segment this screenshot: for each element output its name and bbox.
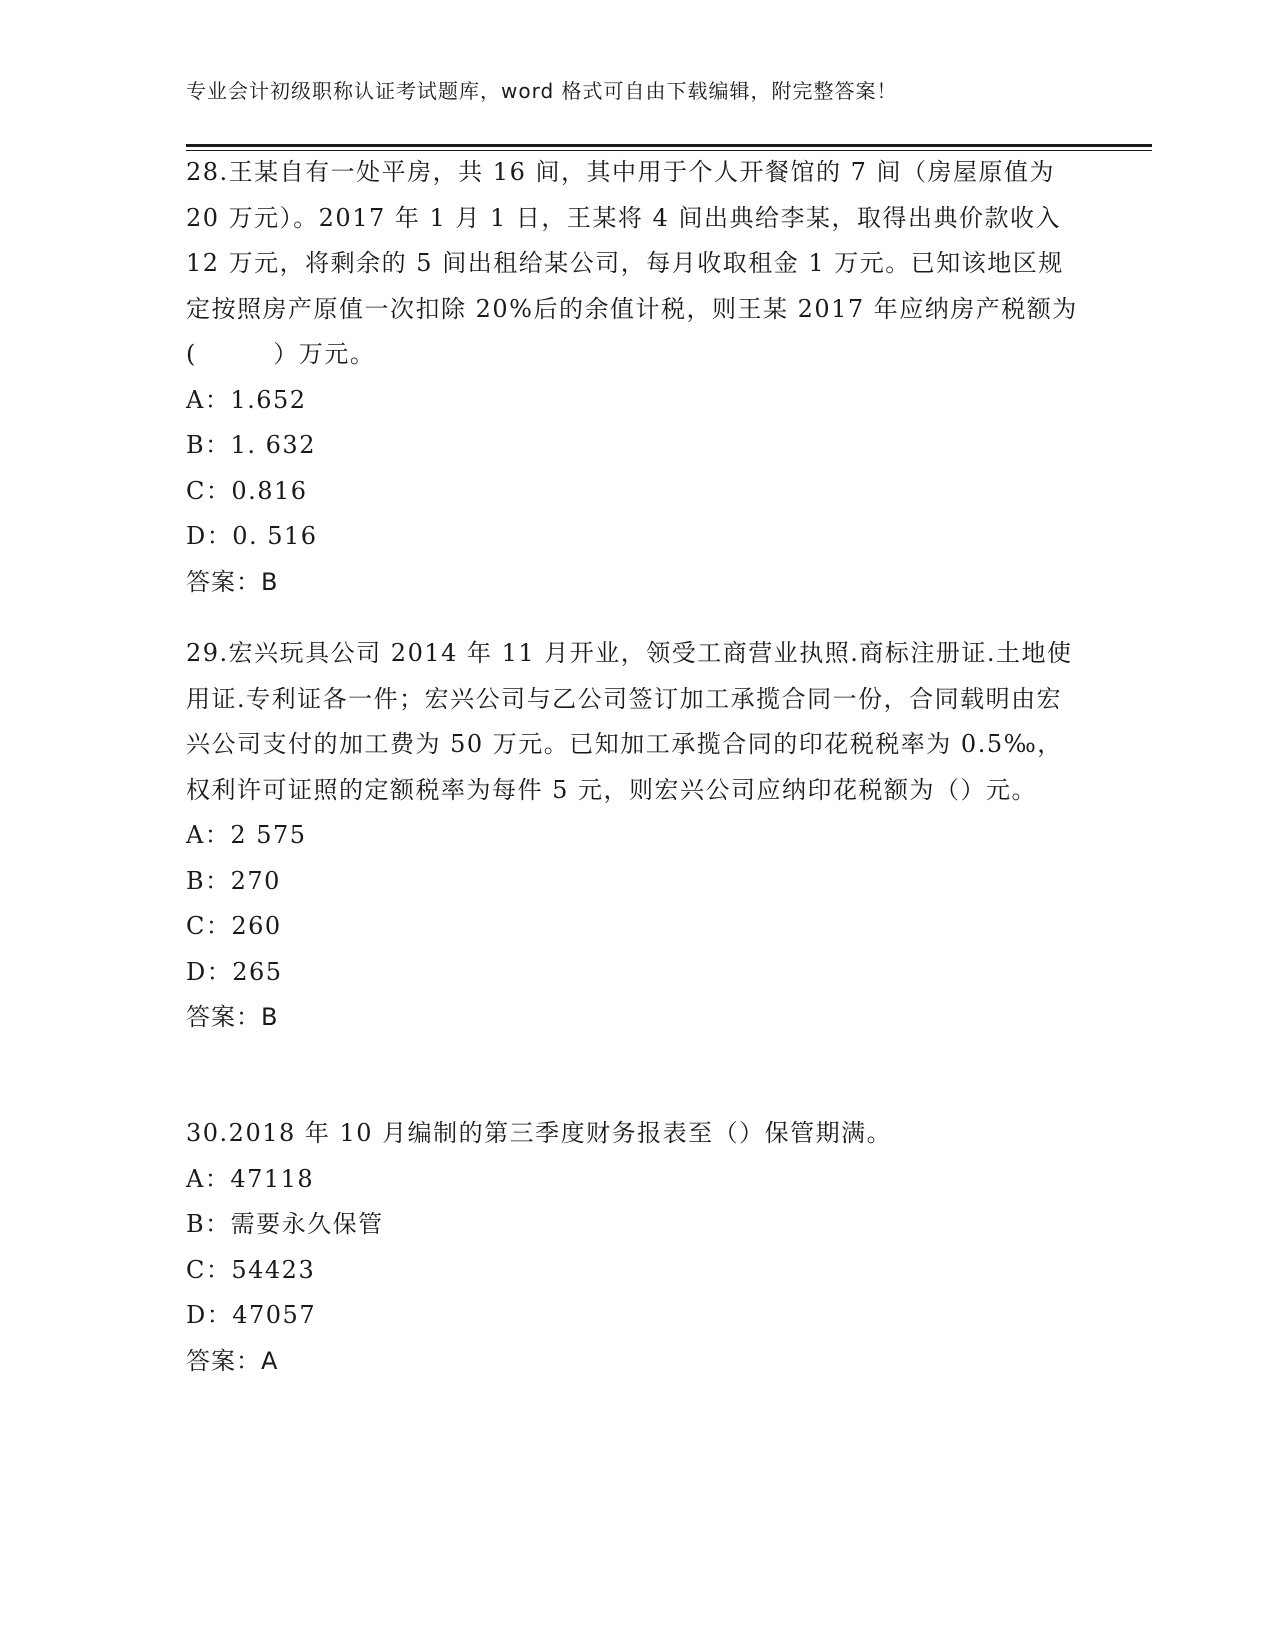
option-d: D：0. 516	[186, 522, 318, 550]
option-c: C：260	[186, 912, 282, 940]
question-30	[186, 1111, 1086, 1384]
question-stem: 28.王某自有一处平房，共 16 间，其中用于个人开餐馆的 7 间（房屋原值为 20 万元）。2017 年 1 月 1 日，王某将 4 间出典给李某，取得出典价款收入 12 万元，将剩余的 5 间出租给某公司，每月收取租金 1 万元。已知该地区规定按照房产原值一次扣除 20%后的余值计税，则王某 2017 年应纳房产税额为( ）万元。	[186, 158, 1078, 368]
answer: 答案：B	[186, 1003, 279, 1031]
option-b: B：1. 632	[186, 431, 316, 459]
option-d: D：265	[186, 957, 283, 986]
answer: 答案：A	[186, 1346, 279, 1375]
page-header: 专业会计初级职称认证考试题库，word 格式可自由下载编辑，附完整答案！	[186, 79, 898, 103]
header-rule-thick	[186, 144, 1152, 147]
option-a: A：1.652	[186, 385, 307, 414]
answer: 答案：B	[186, 567, 279, 596]
option-a: A：2 575	[186, 821, 307, 849]
option-d: D：47057	[186, 1301, 317, 1329]
option-c: C：54423	[186, 1255, 316, 1284]
option-a: A：47118	[186, 1164, 315, 1193]
option-b: B：需要永久保管	[186, 1210, 384, 1238]
question-28	[186, 150, 1086, 605]
question-29	[186, 631, 1086, 1041]
option-b: B：270	[186, 866, 281, 895]
question-stem: 29.宏兴玩具公司 2014 年 11 月开业，领受工商营业执照.商标注册证.土地使用证.专利证各一件；宏兴公司与乙公司签订加工承揽合同一份，合同载明由宏兴公司支付的加工费为 50 万元。已知加工承揽合同的印花税税率为 0.5‰，权利许可证照的定额税率为每件 5 元，则宏兴公司应纳印花税额为（）元。	[186, 639, 1073, 804]
question-stem: 30.2018 年 10 月编制的第三季度财务报表至（）保管期满。	[186, 1119, 893, 1147]
option-c: C：0.816	[186, 476, 308, 505]
